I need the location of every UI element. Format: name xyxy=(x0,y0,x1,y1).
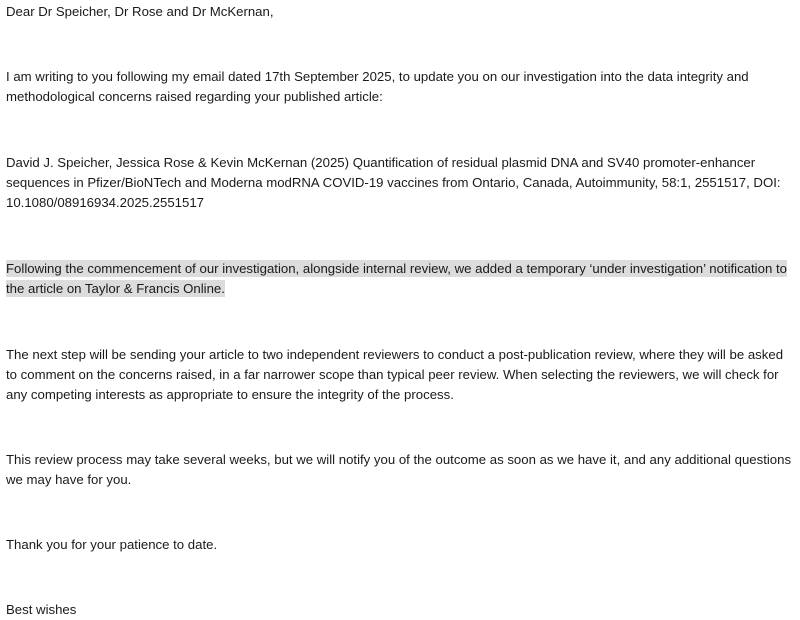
intro-paragraph: I am writing to you following my email dated 17th September 2025, to update you on our investigation into the data integrity and methodological concerns raised regarding your published article: xyxy=(6,69,749,104)
thanks-paragraph: Thank you for your patience to date. xyxy=(6,537,218,552)
review-process-paragraph: This review process may take several weeks, but we will notify you of the outcome as soon as we have it, and any additional questions we may have for you. xyxy=(6,452,792,487)
sign-off: Best wishes xyxy=(6,602,77,617)
investigation-notice-paragraph xyxy=(6,259,796,299)
next-step-paragraph: The next step will be sending your article to two independent reviewers to conduct a post-publication review, where they will be asked to comment on the concerns raised, in a far narrower scope than typical peer review. When selecting the reviewers, we will check for any competing interests as appropriate to ensure the integrity of the process. xyxy=(6,347,784,402)
greeting: Dear Dr Speicher, Dr Rose and Dr McKernan, xyxy=(6,4,274,19)
article-citation: David J. Speicher, Jessica Rose & Kevin McKernan (2025) Quantification of residual plasmid DNA and SV40 promoter-enhancer sequences in Pfizer/BioNTech and Moderna modRNA COVID-19 vaccines from Ontario, Canada, Autoimmunity, 58:1, 2551517, DOI: 10.1080/08916934.2025.2551517 xyxy=(6,155,781,210)
email-body xyxy=(6,2,796,620)
highlighted-text: Following the commencement of our investigation, alongside internal review, we added a temporary ‘under investigation’ notification to the article on Taylor & Francis Online. xyxy=(6,261,787,296)
